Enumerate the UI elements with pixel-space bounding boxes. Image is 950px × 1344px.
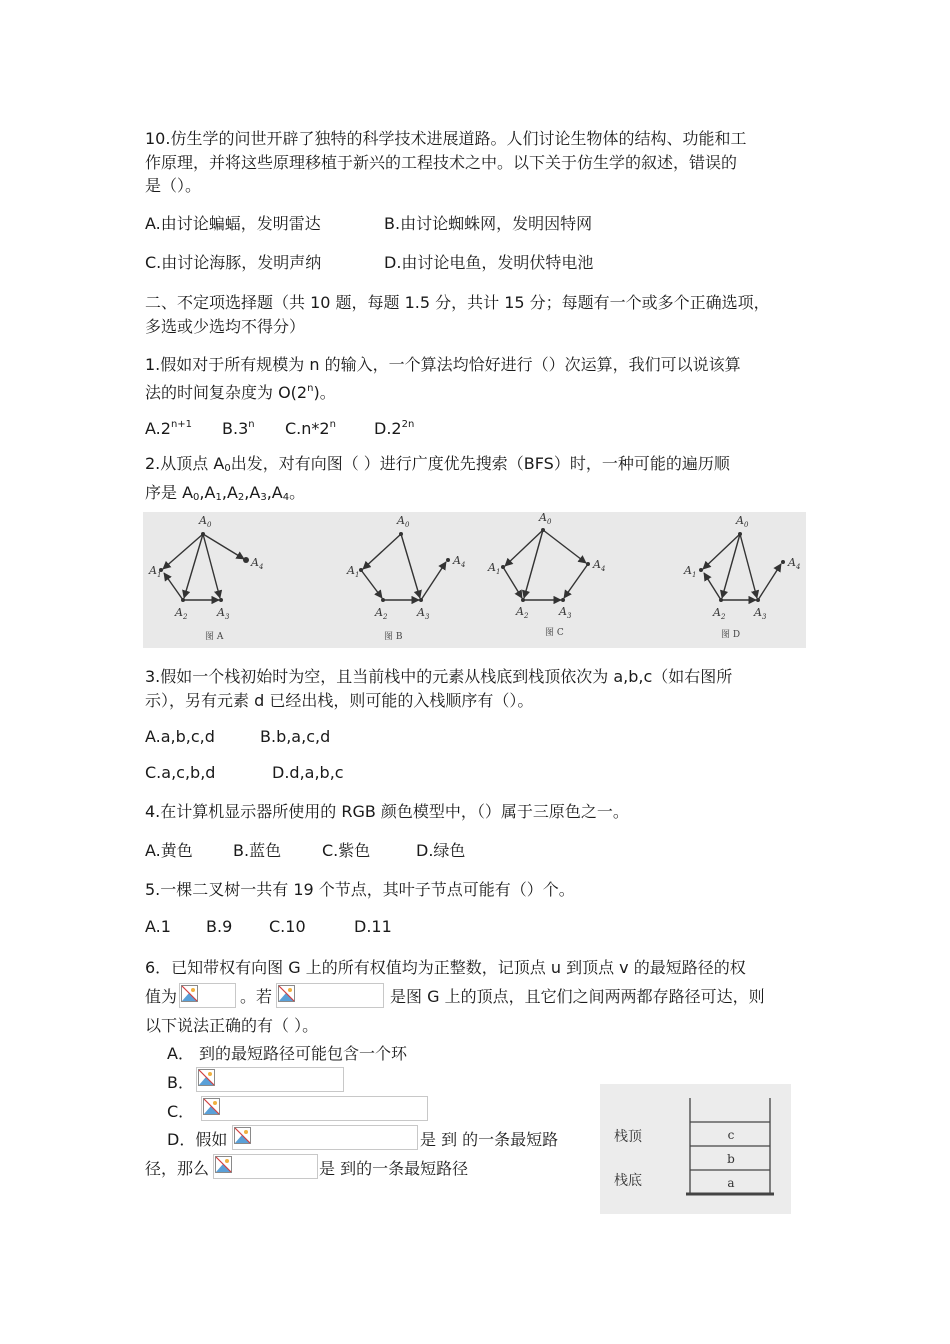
graph-node-label: $A_0$ (736, 514, 749, 529)
graph-d (703, 534, 781, 600)
q3-line1: 3.假如一个栈初始时为空，且当前栈中的元素从栈底到栈顶依次为 a,b,c（如右图所 (145, 667, 733, 686)
directed-graphs-diagram (143, 512, 806, 648)
stack-cell-a: a (727, 1176, 735, 1190)
q4-option-c: C.紫色 (322, 841, 371, 860)
broken-image-icon (203, 1098, 220, 1115)
q5-option-c: C.10 (269, 917, 306, 936)
graph-node-label: $A_1$ (488, 561, 501, 576)
q1-line1: 1.假如对于所有规模为 n 的输入，一个算法均恰好进行（）次运算，我们可以说该算 (145, 355, 741, 374)
graph-node-label: $A_2$ (713, 606, 726, 621)
graph-node-label: $A_2$ (516, 605, 529, 620)
q1-line2-pre: 法的时间复杂度为 O(2 (145, 382, 308, 402)
broken-image-3 (196, 1067, 344, 1092)
q1-stem (145, 353, 810, 404)
broken-image-icon (215, 1156, 232, 1173)
graph-b (361, 534, 446, 600)
q2-stem: 2.从顶点 $A_0$出发，对有向图（ ）进行广度优先搜索（BFS）时，一种可能的遍历顺 序是 $A_0,A_1,A_2,A_3,A_4$。 (145, 454, 730, 503)
graph-node-label: $A_4$ (251, 556, 264, 571)
q6-option-d-d: 是 到的一条最短路径 (319, 1159, 469, 1178)
stack-bottom-label: 栈底 (614, 1173, 642, 1189)
section2-heading (145, 291, 810, 338)
stack-top-label: 栈顶 (614, 1129, 642, 1145)
graph-node-label: $A_1$ (347, 564, 360, 579)
q6-line1: 6．已知带权有向图 G 上的所有权值均为正整数，记顶点 u 到顶点 v 的最短路径的权 (145, 958, 746, 977)
q2-order: 序是 $A_0,A_1,A_2,A_3,A_4$。 (145, 482, 306, 503)
broken-image-icon (198, 1069, 215, 1086)
graph-node-label: $A_4$ (788, 556, 801, 571)
q10-option-a: A.由讨论蝙蝠，发明雷达 (145, 214, 321, 233)
q6-option-d-b: 是 到 的一条最短路 (420, 1130, 559, 1149)
graph-node-label: $A_4$ (593, 558, 606, 573)
graph-node-label: $A_2$ (175, 606, 188, 621)
broken-image-5 (232, 1125, 418, 1150)
q6-line2-c: 是图 G 上的顶点，且它们之间两两都存路径可达，则 (390, 987, 765, 1006)
graph-node-label: $A_0$ (539, 512, 552, 526)
graph-a (163, 534, 244, 600)
q10-line3: 是（）。 (145, 176, 202, 195)
q3-line2: 示），另有元素 d 已经出栈，则可能的入栈顺序有（）。 (145, 690, 534, 710)
q6-option-c: C． (167, 1102, 195, 1121)
q1-line2-sup: n (307, 382, 314, 394)
broken-image-icon (278, 985, 295, 1002)
broken-image-2 (276, 983, 384, 1008)
broken-image-6 (213, 1154, 318, 1179)
graph-node-label: $A_3$ (754, 606, 767, 621)
q6-option-a: A． 到的最短路径可能包含一个环 (167, 1044, 408, 1063)
q5-option-a: A.1 (145, 917, 171, 936)
q5-option-b: B.9 (206, 917, 233, 936)
broken-image-4 (201, 1096, 428, 1121)
q6-line3: 以下说法正确的有（ ）。 (145, 1016, 319, 1035)
q4-option-a: A.黄色 (145, 841, 193, 860)
broken-image-1 (179, 983, 236, 1008)
section2-line1: 二、不定项选择题（共 10 题，每题 1.5 分，共计 15 分；每题有一个或多个正确选项， (145, 293, 770, 312)
stack-diagram (600, 1084, 791, 1214)
q10-option-d: D.由讨论电鱼，发明伏特电池 (384, 253, 594, 272)
q5-option-d: D.11 (354, 917, 392, 936)
q6-line2-b: 。若 (240, 987, 273, 1006)
q10-line1: 10.仿生学的问世开辟了独特的科学技术进展道路。人们讨论生物体的结构、功能和工 (145, 129, 747, 148)
caption-a: 图 A (205, 632, 224, 642)
broken-image-icon (234, 1127, 251, 1144)
graph-node-label: $A_1$ (684, 564, 697, 579)
caption-d: 图 D (721, 630, 741, 640)
q10-option-b: B.由讨论蜘蛛网，发明因特网 (384, 214, 593, 233)
caption-b: 图 B (384, 632, 403, 642)
caption-c: 图 C (545, 628, 564, 638)
q6-option-b: B． (167, 1073, 194, 1092)
q4-stem: 4.在计算机显示器所使用的 RGB 颜色模型中，（）属于三原色之一。 (145, 802, 629, 821)
graph-figure (143, 512, 806, 648)
graph-node-label: $A_3$ (217, 606, 230, 621)
q6-line2-a: 值为 (145, 987, 178, 1006)
graph-node-label: $A_1$ (149, 564, 162, 579)
graph-node-label: $A_0$ (397, 514, 410, 529)
q1-option-d: $D.2^{2n}$ (374, 419, 415, 438)
q6-option-d-c: 径，那么 (145, 1159, 210, 1178)
q1-option-c: C.n*2$^n$ (285, 419, 336, 438)
stack-cell-c: c (727, 1128, 735, 1142)
broken-image-icon (181, 985, 198, 1002)
q3-stem (145, 665, 810, 712)
graph-node-label: $A_3$ (417, 606, 430, 621)
q1-line2-post: )。 (313, 382, 336, 402)
stack-cell-b: b (727, 1152, 735, 1166)
q3-option-a: A.a,b,c,d (145, 727, 215, 746)
q5-stem: 5.一棵二叉树一共有 19 个节点，其叶子节点可能有（）个。 (145, 880, 575, 899)
graph-node-label: $A_3$ (559, 605, 572, 620)
q10-stem (145, 127, 810, 198)
q6-option-d-a: D．假如 (167, 1130, 228, 1149)
graph-c (503, 530, 588, 600)
section2-line2: 多选或少选均不得分） (145, 316, 306, 336)
q3-option-b: B.b,a,c,d (260, 727, 331, 746)
graph-node-label: $A_2$ (375, 606, 388, 621)
graph-node-label: $A_0$ (199, 514, 212, 529)
q1-option-b: B.3$^n$ (222, 419, 255, 438)
q3-option-c: C.a,c,b,d (145, 763, 216, 782)
stack-figure (600, 1084, 791, 1214)
q3-option-d: D.d,a,b,c (272, 763, 344, 782)
q1-option-a: $A.2^{n+1}$ (145, 419, 193, 438)
q10-line2: 作原理，并将这些原理移植于新兴的工程技术之中。以下关于仿生学的叙述，错误的 (145, 152, 738, 172)
q4-option-b: B.蓝色 (233, 841, 282, 860)
q10-option-c: C.由讨论海豚，发明声纳 (145, 253, 322, 272)
q4-option-d: D.绿色 (416, 841, 466, 860)
graph-node-label: $A_4$ (453, 554, 466, 569)
